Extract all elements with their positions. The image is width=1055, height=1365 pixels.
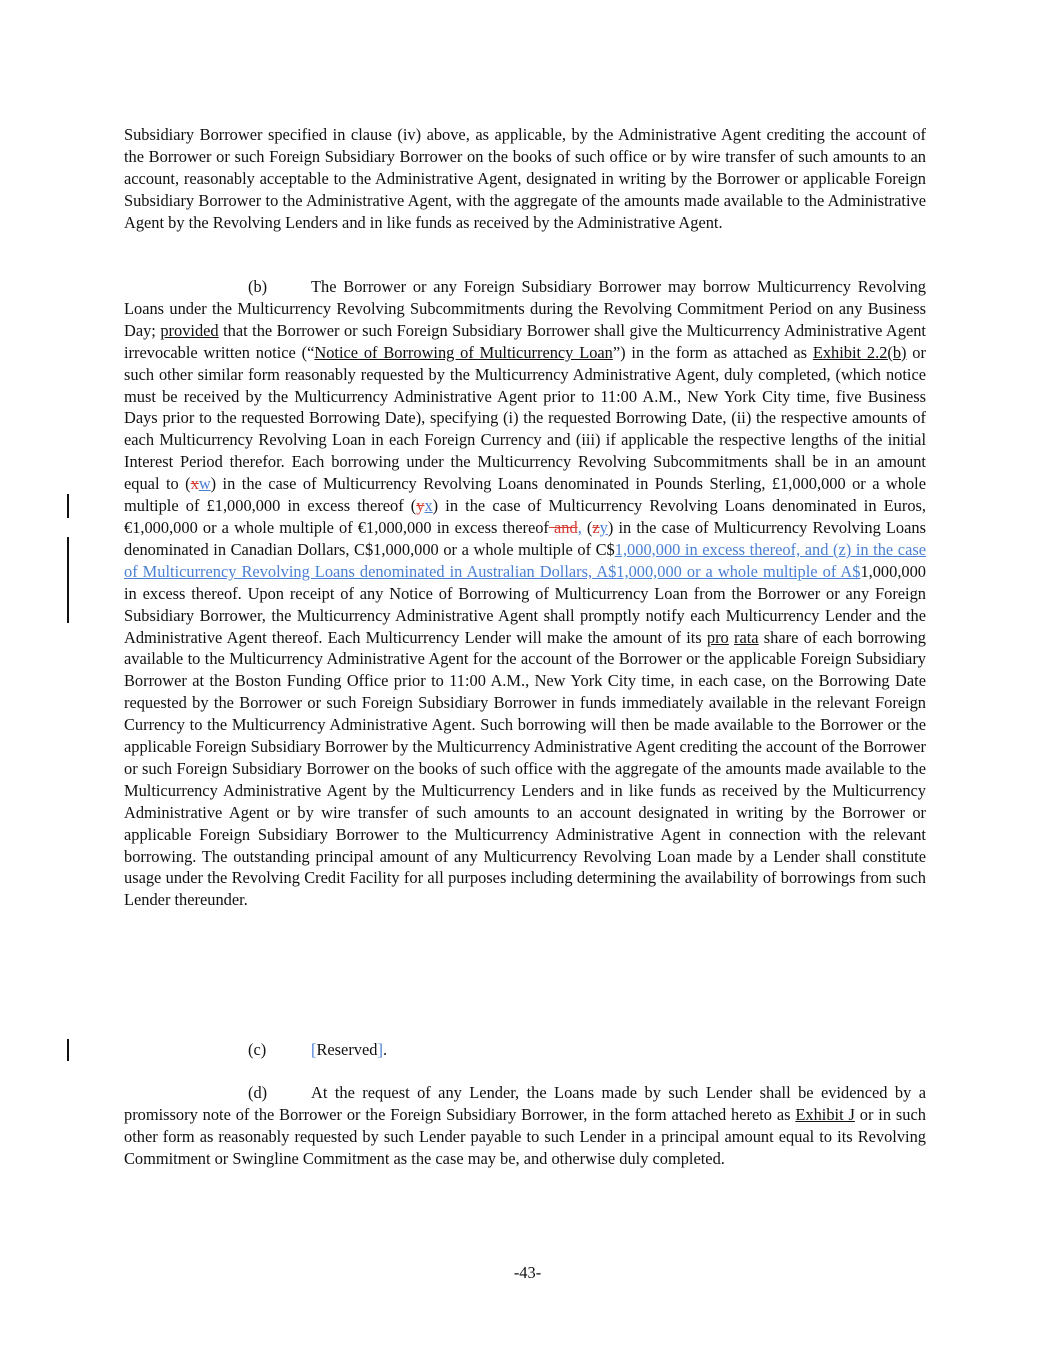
paragraph-b-text: share of each borrowing available to the Multicurrency Administrative Agent for the account of the Borrower or the applicable Foreign Subsidiary Borrower at the Boston Funding Office prior to 11:00 A.M., New York City time, in each case, on the Borrowing Date requested by the Borrower or such Foreign Subsidiary Borrower in funds immediately available in the relevant Foreign Currency to the Multicurrency Administrative Agent. Such borrowing will then be made available to the Borrower or the applicable Foreign Subsidiary Borrower by the Multicurrency Administrative Agent crediting the account of the Borrower or such Foreign Subsidiary Borrower on the books of such office with the aggregate of the amounts made available to the Multicurrency Administrative Agent by the Multicurrency Lenders and in like funds as received by the Multicurrency Administrative Agent or by wire transfer of such amounts to an account designated in writing by the Borrower or applicable Foreign Subsidiary Borrower to the Multicurrency Administrative Agent in connection with the relevant borrowing. The outstanding principal amount of any Multicurrency Revolving Loan made by a Lender shall constitute usage under the Revolving Credit Facility for all purposes including determining the availability of borrowings from such Lender thereunder.: [124, 627, 926, 910]
notice-of-borrowing-term: Notice of Borrowing of Multicurrency Loan: [314, 342, 613, 362]
revision-change-bar: [67, 537, 69, 623]
rata-term: rata: [734, 627, 759, 647]
paragraph-d-label: (d): [248, 1083, 268, 1102]
inserted-text: 1,000,000 in excess thereof, and (z) in the case of Multicurrency Revolving Loans denominated in Australian Dollars, A$1,000,000 or a whole multiple of A$: [124, 539, 927, 581]
paragraph-c-period: .: [382, 1040, 388, 1059]
inserted-text: x: [424, 496, 433, 516]
paragraph-a-text: Subsidiary Borrower specified in clause (iv) above, as applicable, by the Administrative Agent crediting the account of the Borrower or such Foreign Subsidiary Borrower on the books of such office or by wire transfer of such amounts to an account, reasonably acceptable to the Administrative Agent, designated in writing by the Borrower or applicable Foreign Subsidiary Borrower to the Administrative Agent, with the aggregate of the amounts made available to the Administrative Agent by the Revolving Lenders and in like funds as received by the Administrative Agent.: [124, 125, 926, 232]
paragraph-d: [124, 1082, 926, 1170]
inserted-open-bracket: [: [311, 1040, 317, 1059]
paragraph-b-text: 1,000,000 in excess thereof. Upon receipt of any Notice of Borrowing of Multicurrency Loan from the Borrower or any Foreign Subsidiary Borrower, the Multicurrency Administrative Agent shall promptly notify each Multicurrency Lender and the Administrative Agent thereof. Each Multicurrency Lender will make the amount of its: [124, 561, 926, 647]
paragraph-b: [124, 276, 926, 911]
inserted-text: ,: [577, 517, 582, 537]
paragraph-b-text: (: [581, 517, 593, 537]
revision-change-bar: [67, 1039, 69, 1061]
reserved-text: Reserved: [316, 1040, 378, 1059]
paragraph-c-label: (c): [248, 1040, 267, 1059]
page-number: -43-: [513, 1263, 542, 1282]
paragraph-b-text: ) in the case of Multicurrency Revolving Loans denominated in Pounds Sterling, £1,000,000 or a whole multiple of £1,000,000 in excess thereof (: [124, 474, 926, 516]
deleted-text: and: [548, 517, 578, 537]
paragraph-b-text: ”) in the form as attached as: [612, 342, 813, 362]
paragraph-d-text: or in such other form as reasonably requested by such Lender payable to such Lender in a principal amount equal to its Revolving Commitment or Swingline Commitment as the case may be, and otherwise duly completed.: [124, 1104, 926, 1168]
provided-term: provided: [160, 320, 219, 340]
pro-term: pro: [706, 627, 729, 647]
deleted-text: x: [190, 474, 199, 494]
paragraph-b-text: The Borrower or any Foreign Subsidiary Borrower may borrow Multicurrency Revolving Loans under the Multicurrency Revolving Subcommitments during the Revolving Commitment Period on any Business Day;: [124, 277, 926, 340]
inserted-close-bracket: ]: [377, 1040, 383, 1059]
paragraph-b-label: (b): [248, 277, 268, 296]
deleted-text: z: [592, 517, 600, 537]
paragraph-c: [124, 1039, 926, 1061]
exhibit-j-reference: Exhibit J: [795, 1104, 855, 1124]
paragraph-b-text: that the Borrower or such Foreign Subsidiary Borrower shall give the Multicurrency Administrative Agent irrevocable written notice (“: [124, 320, 926, 362]
paragraph-a-continuation: [124, 124, 926, 234]
inserted-text: y: [599, 517, 608, 537]
exhibit-2-2b-reference: Exhibit 2.2(b): [812, 342, 907, 362]
paragraph-b-text: ) in the case of Multicurrency Revolving Loans denominated in Euros, €1,000,000 or a whole multiple of €1,000,000 in excess thereof: [124, 496, 926, 537]
deleted-text: y: [416, 496, 425, 516]
paragraph-b-text: or such other similar form reasonably requested by the Multicurrency Administrative Agent, duly completed, (which notice must be received by the Multicurrency Administrative Agent prior to 11:00 A.M., New York City time, five Business Days prior to the requested Borrowing Date), specifying (i) the requested Borrowing Date, (ii) the respective amounts of each Multicurrency Revolving Loan in each Foreign Currency and (iii) if applicable the respective lengths of the initial Interest Period therefor. Each borrowing under the Multicurrency Revolving Subcommitments shall be in an amount equal to (: [124, 342, 926, 494]
paragraph-d-text: At the request of any Lender, the Loans made by such Lender shall be evidenced by a promissory note of the Borrower or the Foreign Subsidiary Borrower, in the form attached hereto as: [124, 1083, 926, 1124]
revision-change-bar: [67, 494, 69, 518]
paragraph-b-text: ) in the case of Multicurrency Revolving Loans denominated in Canadian Dollars, C$1,000,000 or a whole multiple of C$: [124, 517, 926, 559]
inserted-text: w: [198, 474, 211, 494]
